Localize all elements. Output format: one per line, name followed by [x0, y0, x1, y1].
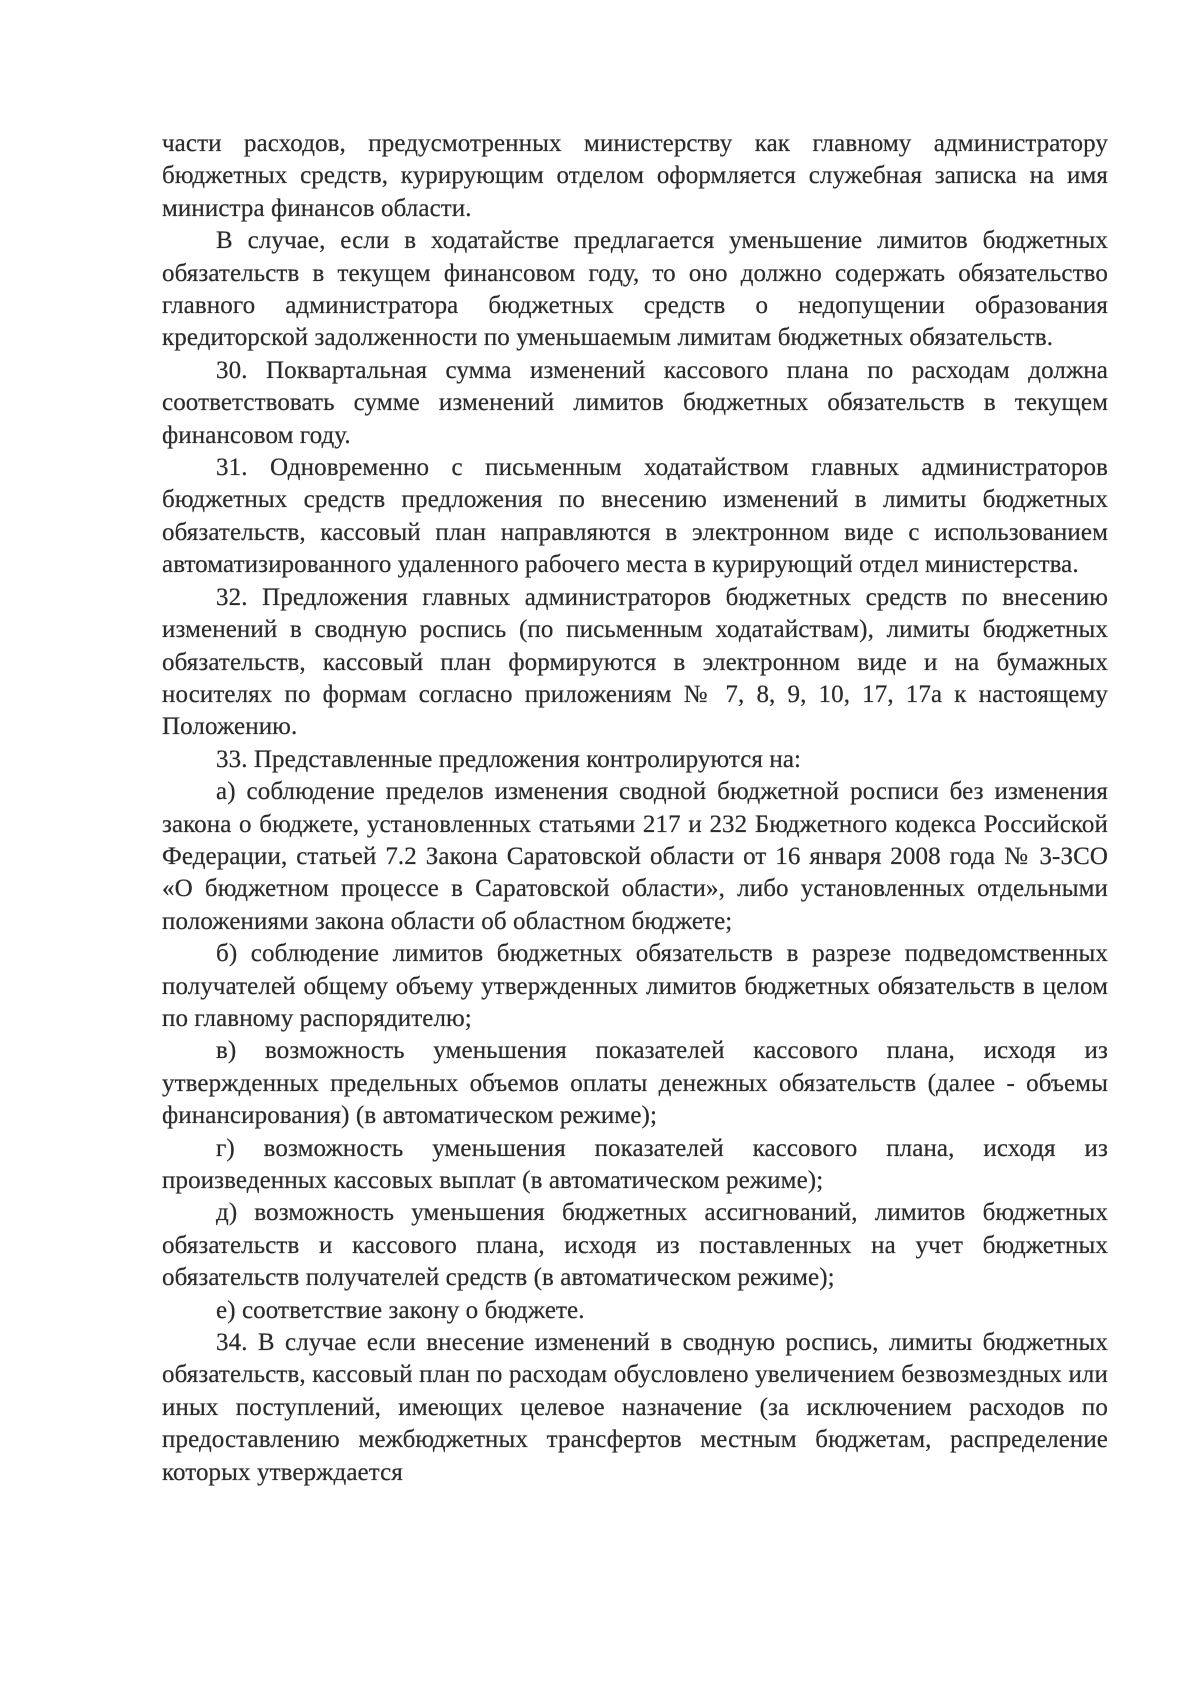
paragraph-34: 34. В случае если внесение изменений в сводную роспись, лимиты бюджетных обязательств, кассовый план по расходам обусловлено увеличением безвозмездных или иных поступлений, имеющих целевое назначение (за исключением расходов по предоставлению межбюджетных трансфертов местным бюджетам, распределение которых утверждается — [162, 1329, 1108, 1486]
paragraph-30: 30. Поквартальная сумма изменений кассового плана по расходам должна соответствовать сумме изменений лимитов бюджетных обязательств в текущем финансовом году. — [162, 356, 1108, 449]
paragraph-33-g: г) возможность уменьшения показателей кассового плана, исходя из произведенных кассовых выплат (в автоматическом режиме); — [162, 1134, 1108, 1194]
paragraph-33-v: в) возможность уменьшения показателей кассового плана, исходя из утвержденных предельных объемов оплаты денежных обязательств (далее - объемы финансирования) (в автоматическом режиме); — [162, 1037, 1108, 1130]
paragraph-31: 31. Одновременно с письменным ходатайством главных администраторов бюджетных средств предложения по внесению изменений в лимиты бюджетных обязательств, кассовый план направляются в электронном виде с использованием автоматизированного удаленного рабочего места в курирующий отдел министерства. — [162, 454, 1108, 579]
paragraph-33-e: е) соответствие закону о бюджете. — [216, 1296, 585, 1324]
document-body — [162, 128, 1108, 1489]
paragraph-continuation: части расходов, предусмотренных министерству как главному администратору бюджетных средств, курирующим отделом оформляется служебная записка на имя министра финансов области. — [162, 130, 1108, 222]
paragraph-33-a: а) соблюдение пределов изменения сводной бюджетной росписи без изменения закона о бюджете, установленных статьями 217 и 232 Бюджетного кодекса Российской Федерации, статьей 7.2 Закона Саратовской области от 16 января 2008 года № 3-ЗСО «О бюджетном процессе в Саратовской области», либо установленных отдельными положениями закона области об областном бюджете; — [162, 778, 1108, 935]
paragraph-33-d: д) возможность уменьшения бюджетных ассигнований, лимитов бюджетных обязательств и кассового плана, исходя из поставленных на учет бюджетных обязательств получателей средств (в автоматическом режиме); — [162, 1199, 1108, 1292]
paragraph-33: 33. Представленные предложения контролируются на: — [216, 745, 802, 773]
paragraph-33-b: б) соблюдение лимитов бюджетных обязательств в разрезе подведомственных получателей общему объему утвержденных лимитов бюджетных обязательств в целом по главному распорядителю; — [162, 940, 1108, 1032]
paragraph-32: 32. Предложения главных администраторов бюджетных средств по внесению изменений в сводную роспись (по письменным ходатайствам), лимиты бюджетных обязательств, кассовый план формируются в электронном виде и на бумажных носителях по формам согласно приложениям № 7, 8, 9, 10, 17, 17а к настоящему Положению. — [162, 583, 1108, 741]
paragraph-limits-decrease: В случае, если в ходатайстве предлагается уменьшение лимитов бюджетных обязательств в текущем финансовом году, то оно должно содержать обязательство главного администратора бюджетных средств о недопущении образования кредиторской задолженности по уменьшаемым лимитам бюджетных обязательств. — [162, 227, 1108, 352]
